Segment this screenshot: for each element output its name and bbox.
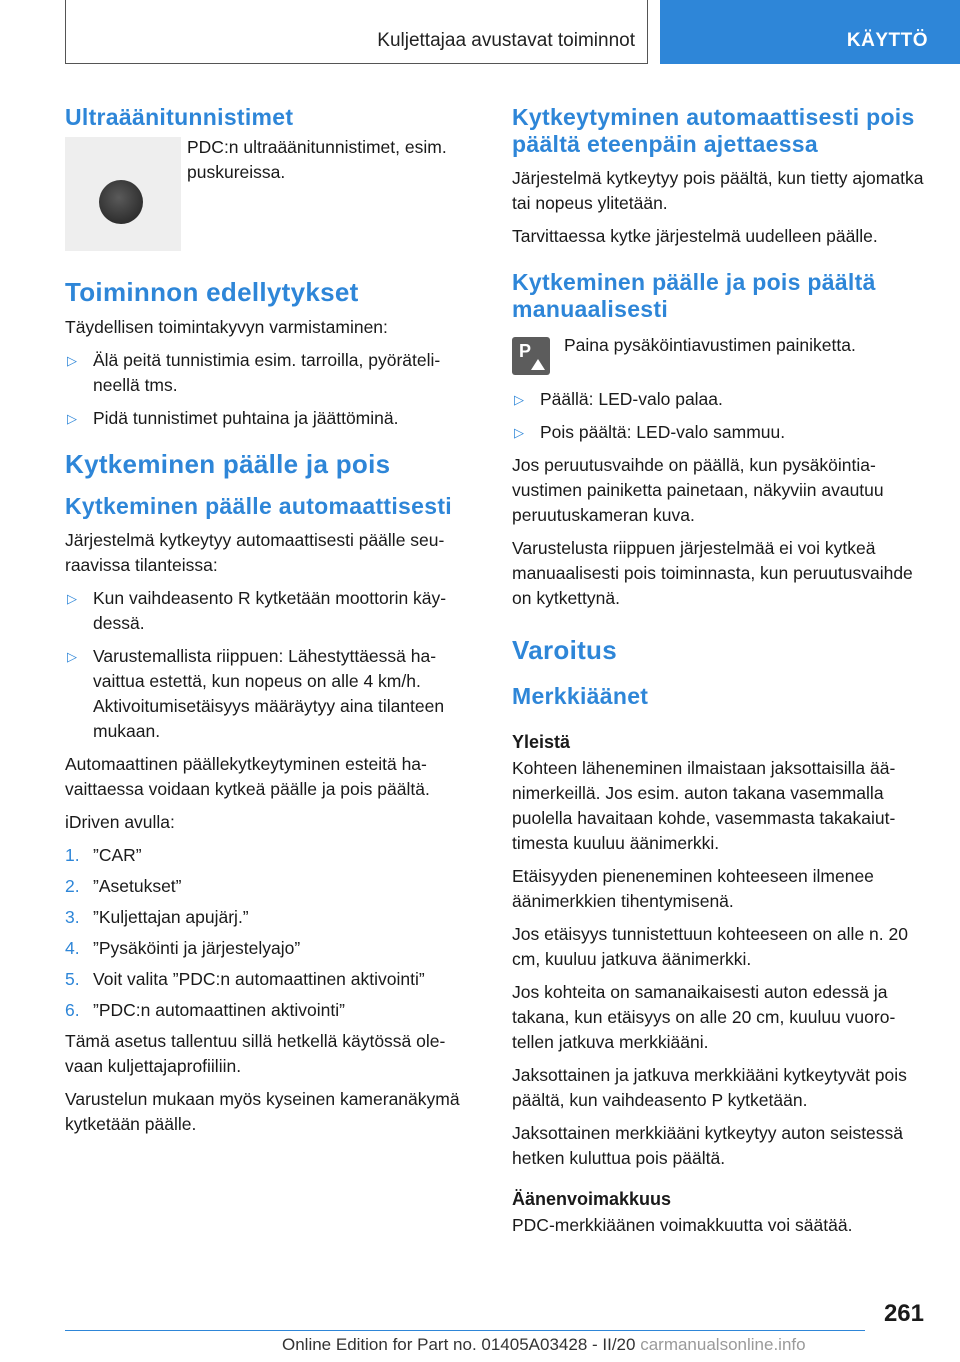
volume-para: PDC-merkkiäänen voimakkuutta voi säätää. bbox=[512, 1215, 853, 1235]
list-item: ▷ Älä peitä tunnistimia esim. tarroilla, pyörätelineellä tms. bbox=[67, 350, 441, 395]
general-para1: Kohteen läheneminen ilmaistaan jaksottaisilla äänimerkeillä. Jos esim. auton takana vasemmalla puolella havaitaan kohde, vasemmasta takakaiuttimesta kuuluu äänimerkki. bbox=[512, 758, 896, 853]
triangle-bullet-icon: ▷ bbox=[514, 392, 524, 407]
section-tab bbox=[660, 0, 960, 64]
list-item: ▷ Pidä tunnistimet puhtaina ja jäättöminä. bbox=[65, 406, 475, 431]
triangle-bullet-icon: ▷ bbox=[67, 411, 77, 426]
auto-off-heading: Kytkeytyminen automaattisesti pois päältä eteenpäin ajettaessa bbox=[512, 104, 915, 157]
auto-on-intro: Järjestelmä kytkeytyy automaattisesti päälle seuraavissa tilanteissa: bbox=[65, 530, 445, 575]
page-number: 261 bbox=[883, 1300, 924, 1327]
camera-para: Varustelun mukaan myös kyseinen kameranäkymä kytketään päälle. bbox=[65, 1089, 460, 1134]
idrive-steps bbox=[65, 843, 475, 1023]
tones-heading: Merkkiäänet bbox=[512, 683, 649, 709]
step-item: 4. ”Pysäköinti ja järjestelyajo” bbox=[65, 938, 301, 958]
footer bbox=[282, 1335, 806, 1355]
reverse-para: Jos peruutusvaihde on päällä, kun pysäköintiavustimen painiketta painetaan, näkyviin avautuu peruutuskameran kuva. bbox=[512, 455, 884, 525]
step-item: 2. ”Asetukset” bbox=[65, 876, 182, 896]
step-item: 5. Voit valita ”PDC:n automaattinen aktivointi” bbox=[65, 969, 425, 989]
equipment-para: Varustelusta riippuen järjestelmää ei voi kytkeä manuaalisesti pois toiminnasta, kun peruutusvaihde on kytkettynä. bbox=[512, 538, 913, 608]
sensor-figure bbox=[65, 137, 475, 251]
running-header bbox=[65, 0, 648, 64]
on-off-heading: Kytkeminen päälle ja pois bbox=[65, 449, 391, 479]
prerequisites-list bbox=[65, 348, 475, 431]
edition-text: Online Edition for Part no. 01405A03428 - II/20 bbox=[282, 1335, 636, 1354]
list-item: ▷ Varustemallista riippuen: Lähestyttäessä havaittua estettä, kun nopeus on alle 4 km/h. Aktivoitumisetäisyys määräytyy aina tilanteen mukaan. bbox=[67, 646, 445, 741]
triangle-bullet-icon: ▷ bbox=[67, 591, 77, 606]
watermark: carmanualsonline.info bbox=[640, 1335, 806, 1354]
button-figure bbox=[512, 333, 926, 375]
step-item: 3. ”Kuljettajan apujärj.” bbox=[65, 907, 249, 927]
list-item: ▷ Pois päältä: LED-valo sammuu. bbox=[512, 420, 926, 445]
warning-heading: Varoitus bbox=[512, 635, 617, 665]
ultrasonic-heading: Ultraäänitunnistimet bbox=[65, 104, 294, 130]
ultrasonic-sensor-icon bbox=[99, 180, 143, 224]
manual-heading: Kytkeminen päälle ja pois päältä manuaalisesti bbox=[512, 269, 876, 322]
triangle-bullet-icon: ▷ bbox=[514, 425, 524, 440]
prerequisites-intro: Täydellisen toimintakyvyn varmistaminen: bbox=[65, 317, 388, 337]
left-column bbox=[65, 104, 475, 1145]
step-item: 6. ”PDC:n automaattinen aktivointi” bbox=[65, 1000, 345, 1020]
general-para3: Jos etäisyys tunnistettuun kohteeseen on alle n. 20 cm, kuuluu jatkuva äänimerkki. bbox=[512, 924, 908, 969]
general-para6: Jaksottainen merkkiääni kytkeytyy auton seistessä hetken kuluttua pois päältä. bbox=[512, 1123, 904, 1168]
list-item: ▷ Päällä: LED-valo palaa. bbox=[512, 387, 926, 412]
step-item: 1. ”CAR” bbox=[65, 845, 142, 865]
right-column bbox=[512, 104, 926, 1246]
triangle-bullet-icon: ▷ bbox=[67, 353, 77, 368]
parking-assist-button-icon: P bbox=[512, 337, 550, 375]
prerequisites-heading: Toiminnon edellytykset bbox=[65, 277, 359, 307]
auto-obstacle-para: Automaattinen päällekytkeytyminen esteitä havaittaessa voidaan kytkeä päälle ja pois päältä. bbox=[65, 754, 430, 799]
profile-para: Tämä asetus tallentuu sillä hetkellä käytössä olevaan kuljettajaprofiiliin. bbox=[65, 1031, 446, 1076]
auto-off-para2: Tarvittaessa kytke järjestelmä uudelleen päälle. bbox=[512, 226, 878, 246]
idrive-intro: iDriven avulla: bbox=[65, 812, 175, 832]
general-para2: Etäisyyden pieneneminen kohteeseen ilmenee äänimerkkien tihentymisenä. bbox=[512, 866, 874, 911]
volume-heading: Äänenvoimakkuus bbox=[512, 1189, 672, 1209]
button-caption: Paina pysäköintiavustimen painiketta. bbox=[564, 335, 856, 355]
auto-off-para1: Järjestelmä kytkeytyy pois päältä, kun tietty ajomatka tai nopeus ylitetään. bbox=[512, 168, 924, 213]
general-para4: Jos kohteita on samanaikaisesti auton edessä ja takana, kun etäisyys on alle 20 cm, kuuluu vuorotellen jatkuva merkkiääni. bbox=[512, 982, 896, 1052]
header-title: Kuljettajaa avustavat toiminnot bbox=[377, 30, 635, 51]
general-heading: Yleistä bbox=[512, 732, 571, 752]
auto-on-heading: Kytkeminen päälle automaattisesti bbox=[65, 493, 452, 519]
auto-on-list bbox=[65, 586, 475, 744]
sensor-caption: PDC:n ultraäänitunnistimet, esim. puskureissa. bbox=[187, 137, 447, 182]
footer-divider bbox=[65, 1330, 865, 1331]
general-para5: Jaksottainen ja jatkuva merkkiääni kytkeytyvät pois päältä, kun vaihdeasento P kytketään. bbox=[512, 1065, 907, 1110]
section-tab-label: KÄYTTÖ bbox=[846, 30, 928, 51]
sensor-image bbox=[65, 137, 181, 251]
manual-list bbox=[512, 387, 926, 445]
list-item: ▷ Kun vaihdeasento R kytketään moottorin käydessä. bbox=[67, 588, 447, 633]
triangle-bullet-icon: ▷ bbox=[67, 649, 77, 664]
